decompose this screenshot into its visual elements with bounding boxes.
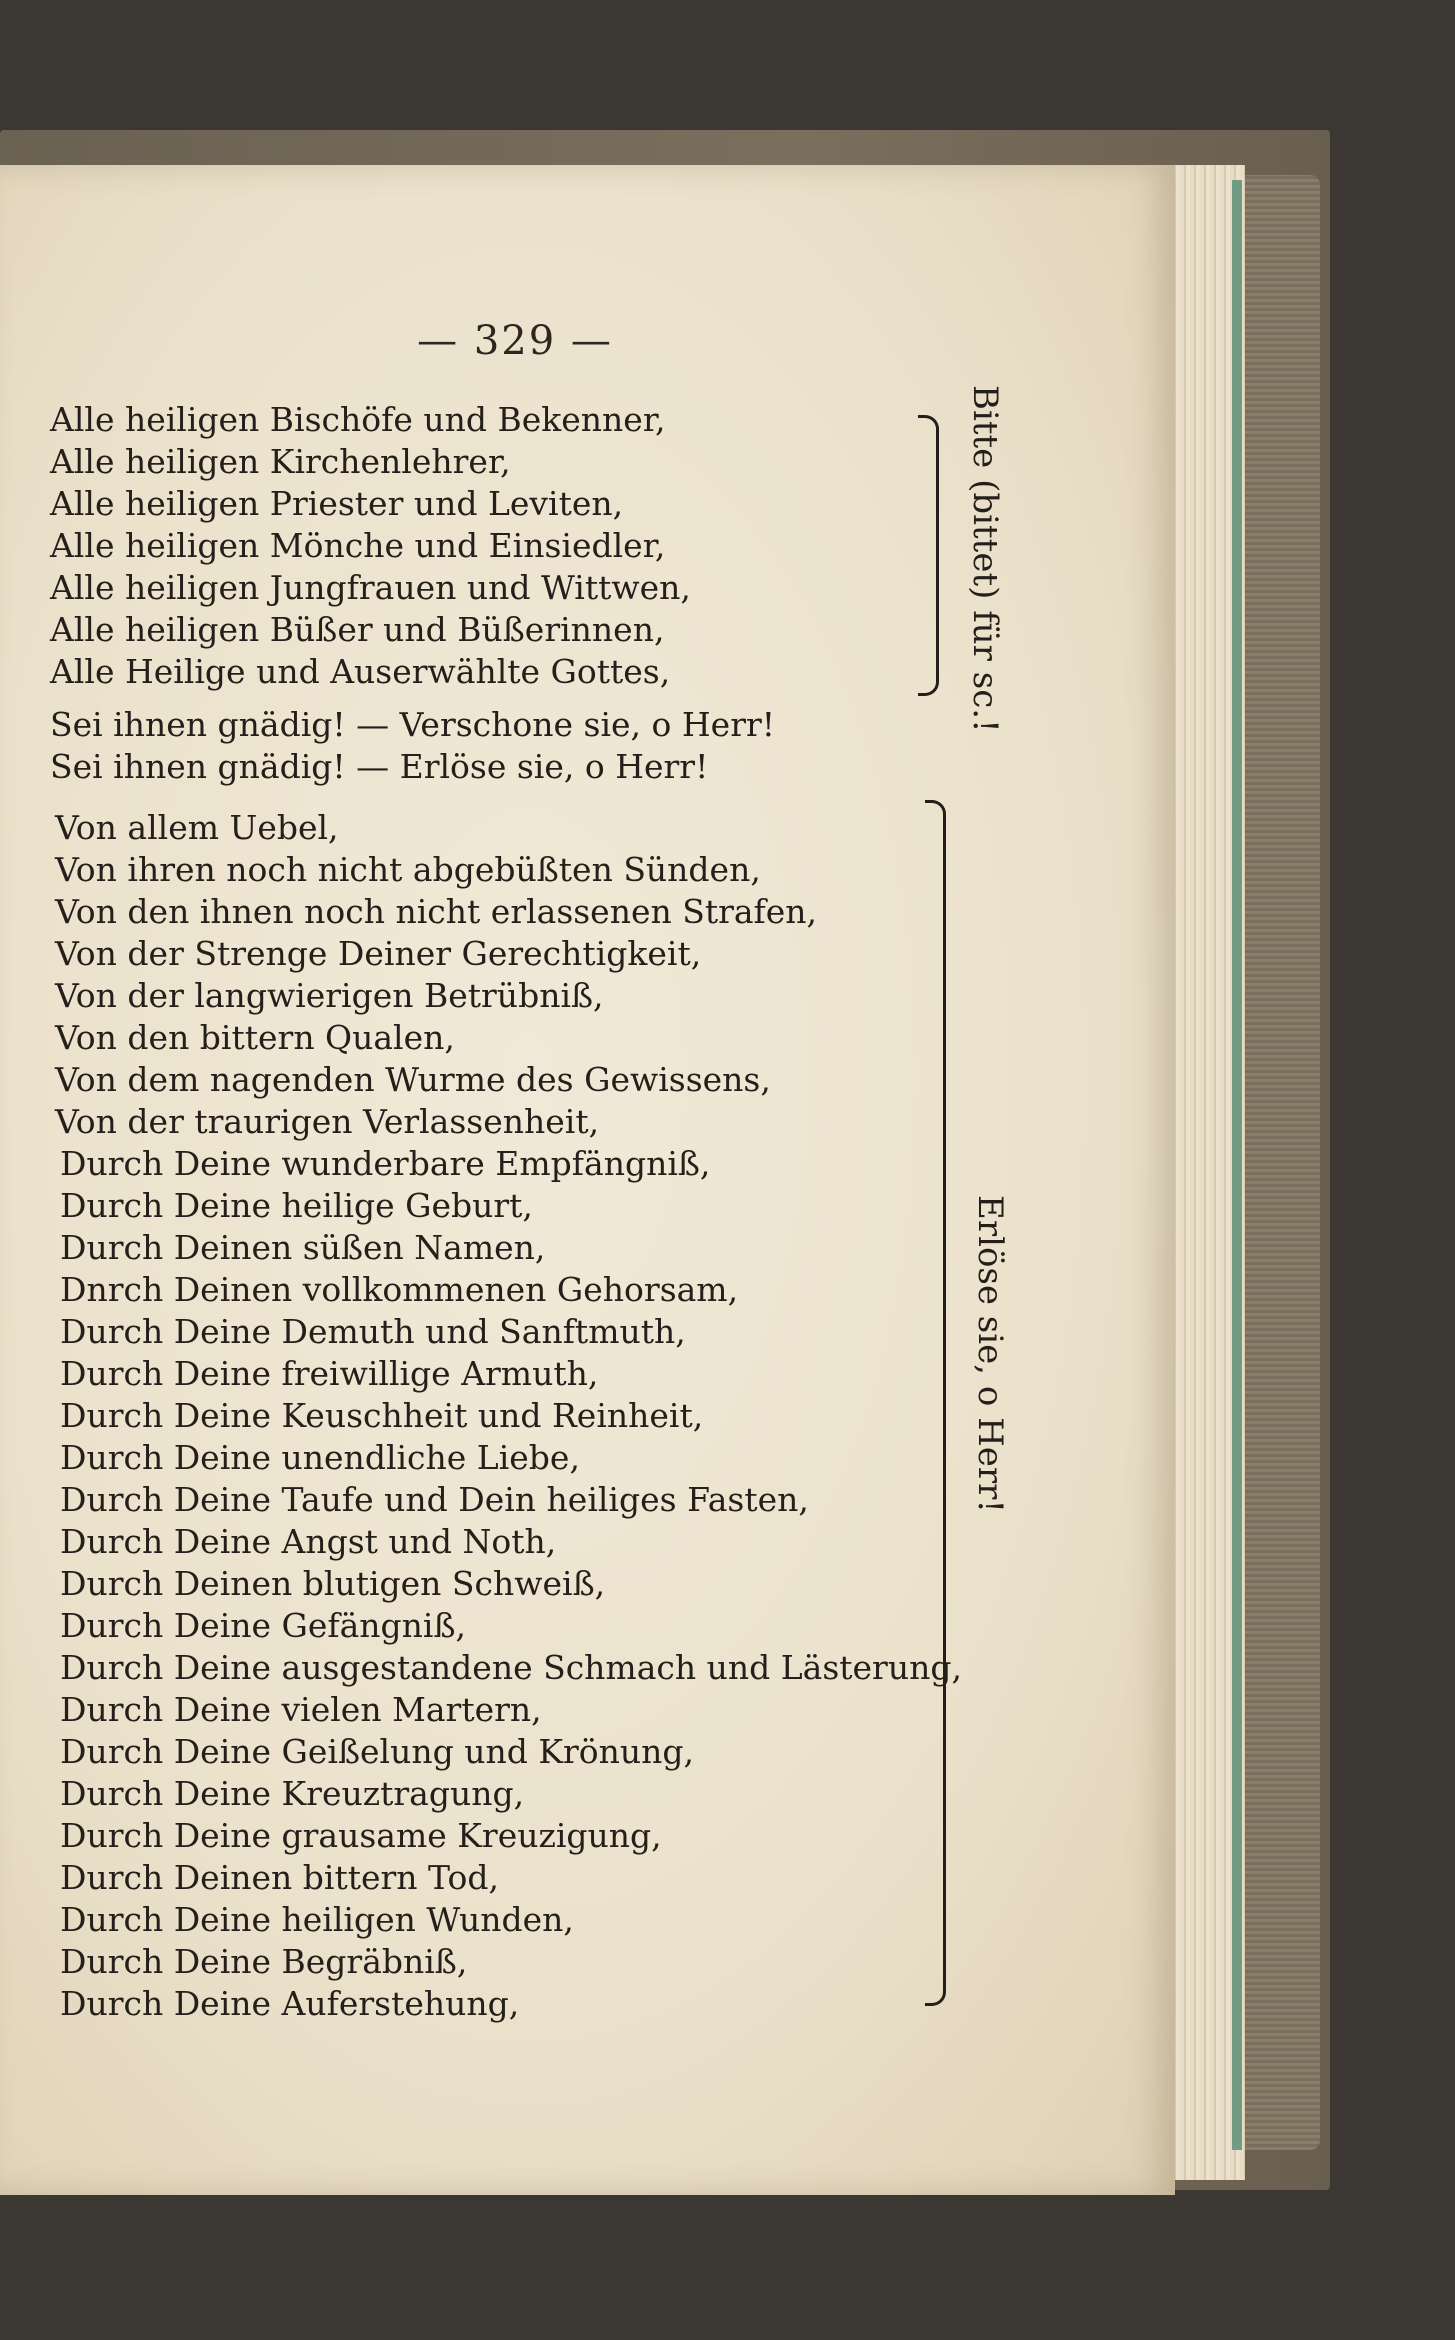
text-line: Durch Deine wunderbare Empfängniß, xyxy=(60,1144,711,1183)
text-line: Durch Deine Geißelung und Krönung, xyxy=(60,1732,695,1771)
text-line: Alle heiligen Priester und Leviten, xyxy=(50,484,624,523)
text-line: Alle heiligen Jungfrauen und Wittwen, xyxy=(50,568,691,607)
brace-top xyxy=(918,415,939,696)
brace-bottom xyxy=(925,800,946,2006)
text-line: Durch Deine Taufe und Dein heiliges Fasten, xyxy=(60,1480,809,1519)
text-line: Durch Deinen blutigen Schweiß, xyxy=(60,1564,606,1603)
side-label-bottom: Erlöse sie, o Herr! xyxy=(970,1195,1010,1514)
text-line: Durch Deine Keuschheit und Reinheit, xyxy=(60,1396,704,1435)
text-line: Alle Heilige und Auserwählte Gottes, xyxy=(50,652,671,691)
text-line: Durch Deinen süßen Namen, xyxy=(60,1228,546,1267)
text-line: Von allem Uebel, xyxy=(55,808,339,847)
text-line: Von den ihnen noch nicht erlassenen Strafen, xyxy=(55,892,818,931)
text-line: Alle heiligen Büßer und Büßerinnen, xyxy=(50,610,665,649)
text-line: Durch Deinen bittern Tod, xyxy=(60,1858,499,1897)
text-line: Durch Deine heiligen Wunden, xyxy=(60,1900,574,1939)
text-line: Durch Deine grausame Kreuzigung, xyxy=(60,1816,662,1855)
side-label-top: Bitte (bittet) für sc.! xyxy=(965,385,1005,733)
text-line: Von ihren noch nicht abgebüßten Sünden, xyxy=(55,850,761,889)
text-line: Sei ihnen gnädig! — Erlöse sie, o Herr! xyxy=(50,747,709,786)
text-line: Sei ihnen gnädig! — Verschone sie, o Herr! xyxy=(50,705,776,744)
text-line: Durch Deine vielen Martern, xyxy=(60,1690,542,1729)
green-page-edge xyxy=(1232,180,1242,2150)
text-line: Alle heiligen Bischöfe und Bekenner, xyxy=(50,400,666,439)
text-line: Von den bittern Qualen, xyxy=(55,1018,455,1057)
text-line: Von dem nagenden Wurme des Gewissens, xyxy=(55,1060,771,1099)
text-line: Durch Deine Auferstehung, xyxy=(60,1984,520,2023)
text-line: Alle heiligen Mönche und Einsiedler, xyxy=(50,526,666,565)
text-line: Durch Deine freiwillige Armuth, xyxy=(60,1354,599,1393)
text-line: Von der Strenge Deiner Gerechtigkeit, xyxy=(55,934,702,973)
book-cover-edge xyxy=(1240,175,1320,2150)
text-line: Alle heiligen Kirchenlehrer, xyxy=(50,442,511,481)
text-line: Durch Deine unendliche Liebe, xyxy=(60,1438,580,1477)
text-line: Durch Deine Begräbniß, xyxy=(60,1942,468,1981)
text-line: Durch Deine Angst und Noth, xyxy=(60,1522,557,1561)
text-line: Dnrch Deinen vollkommenen Gehorsam, xyxy=(60,1270,739,1309)
text-line: Von der langwierigen Betrübniß, xyxy=(55,976,604,1015)
text-line: Durch Deine Demuth und Sanftmuth, xyxy=(60,1312,686,1351)
text-line: Von der traurigen Verlassenheit, xyxy=(55,1102,600,1141)
text-line: Durch Deine heilige Geburt, xyxy=(60,1186,533,1225)
page-number: — 329 — xyxy=(417,318,613,364)
text-line: Durch Deine ausgestandene Schmach und Lästerung, xyxy=(60,1648,962,1687)
text-line: Durch Deine Gefängniß, xyxy=(60,1606,467,1645)
text-line: Durch Deine Kreuztragung, xyxy=(60,1774,525,1813)
